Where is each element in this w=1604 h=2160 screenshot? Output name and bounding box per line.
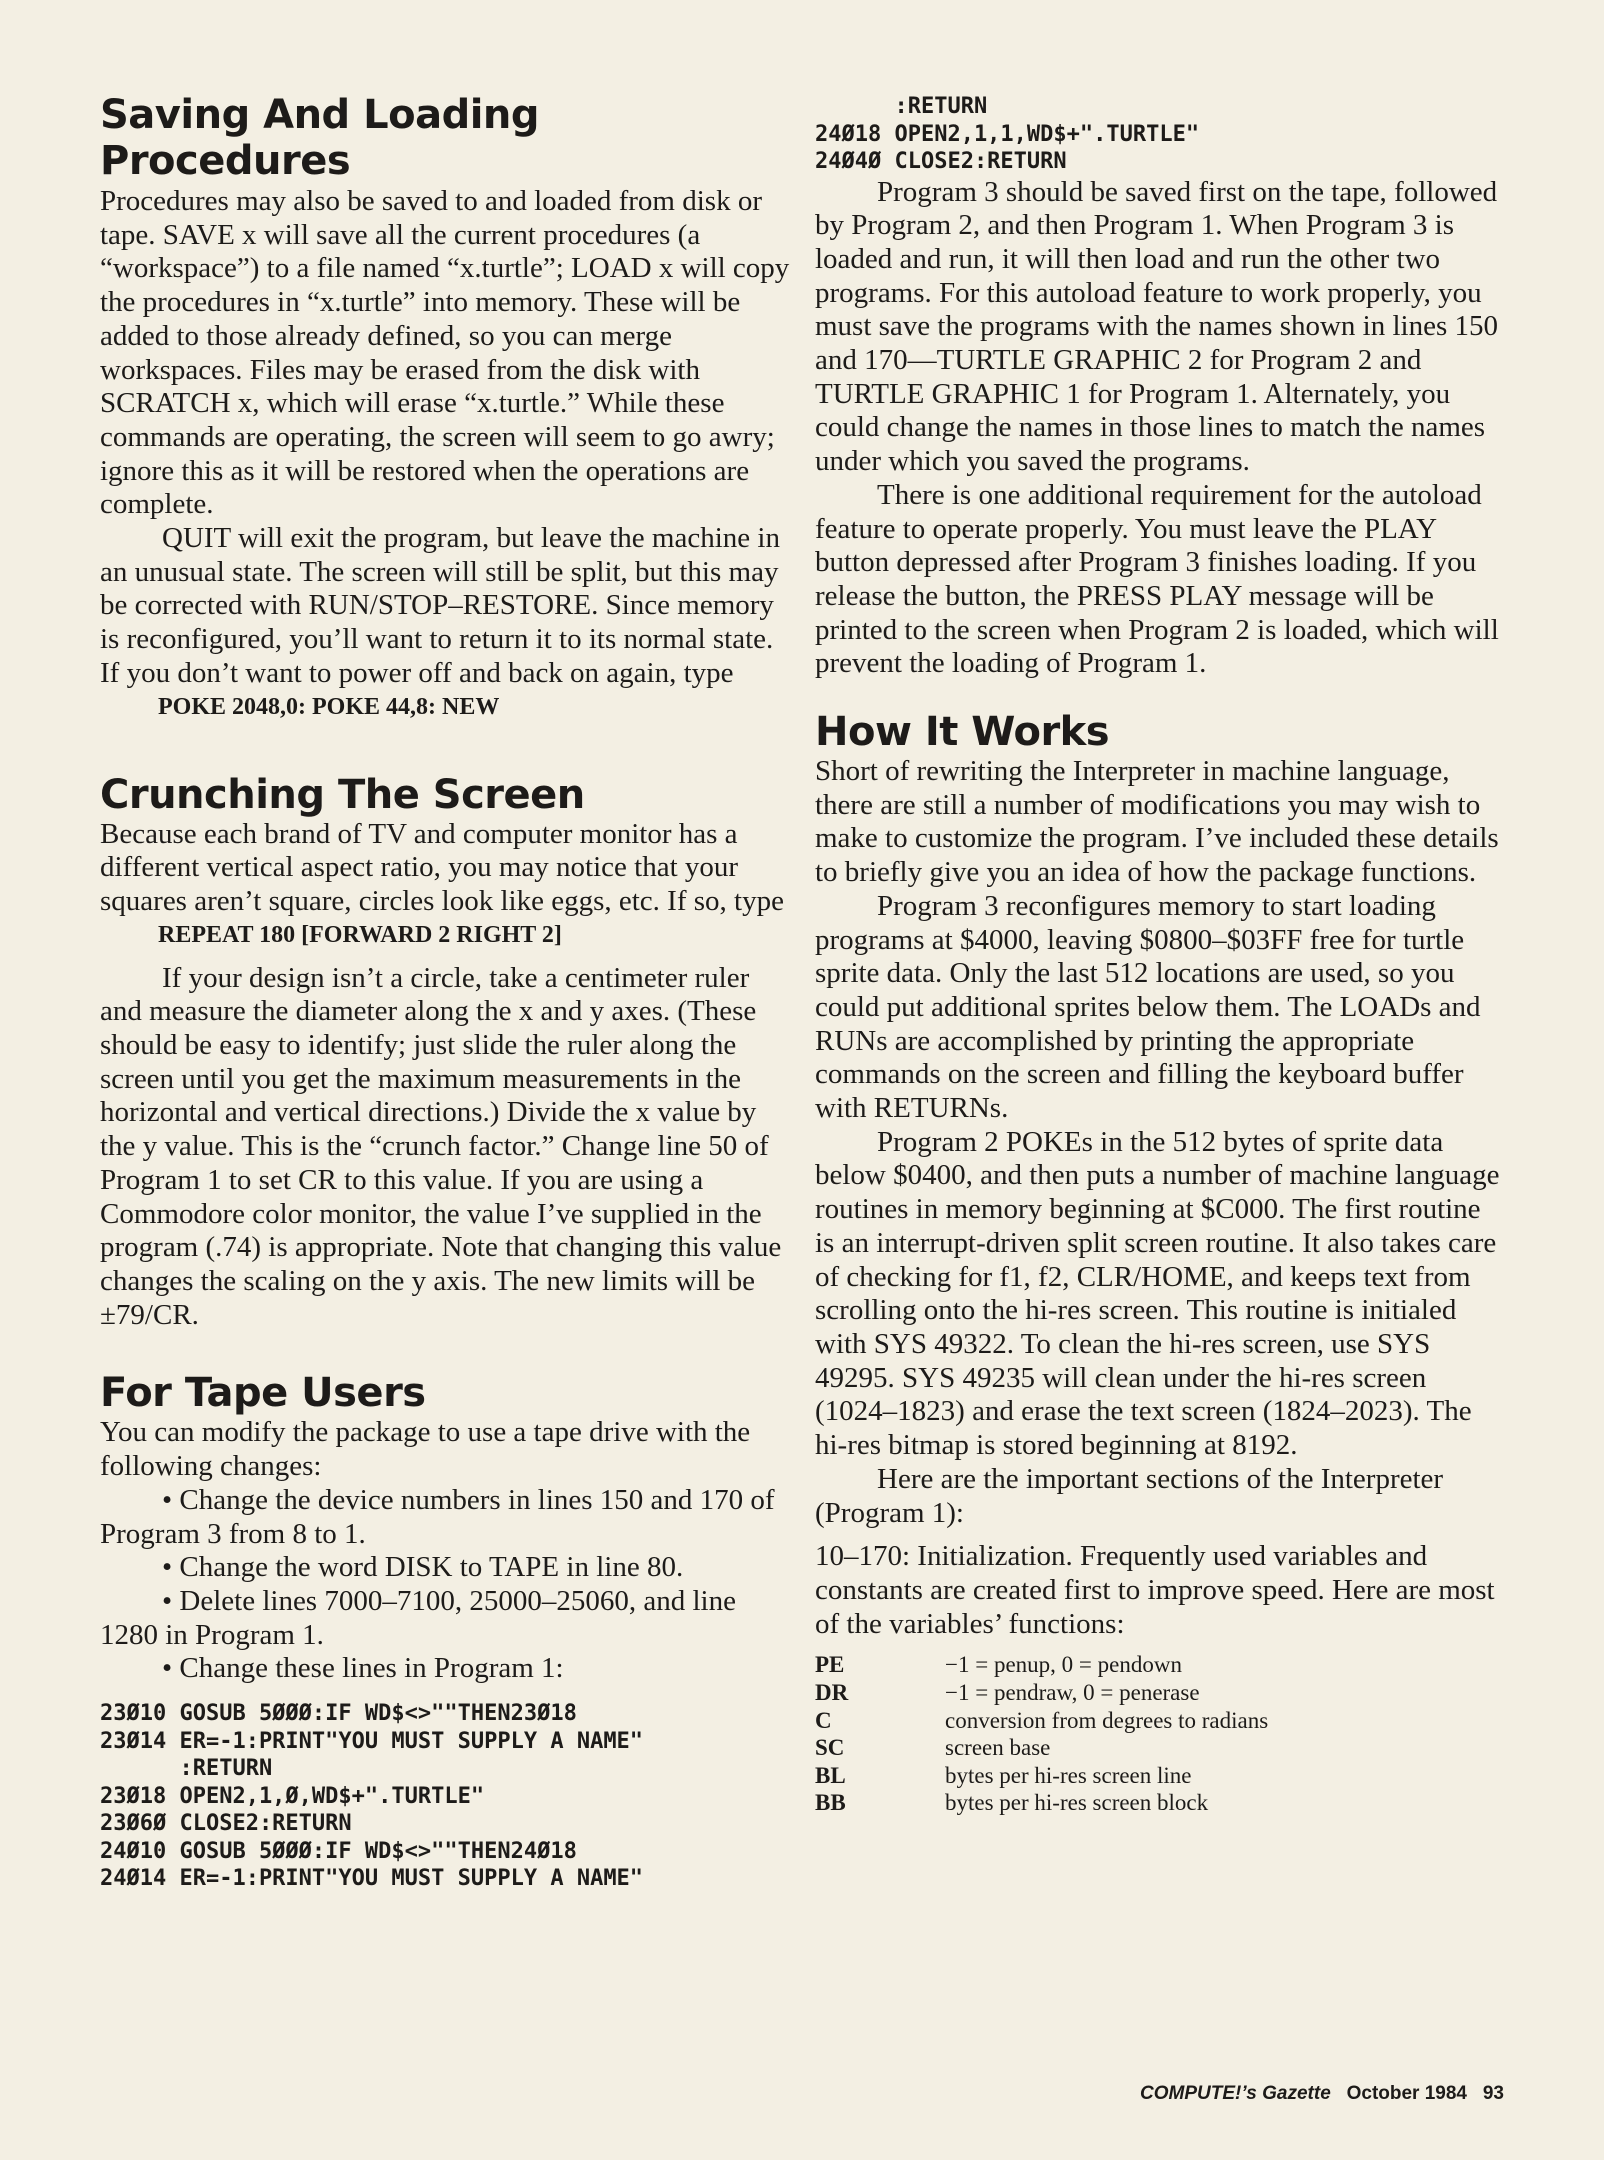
variable-name: BB — [815, 1790, 846, 1816]
paragraph-crunch-1: Because each brand of TV and computer monitor has a different vertical aspect ratio, you may notice that your squares aren’t square, circles look like eggs, etc. If so, type — [100, 817, 784, 917]
heading-crunching: Crunching The Screen — [100, 771, 585, 818]
paragraph-how-4: Here are the important sections of the Interpreter (Program 1): — [815, 1462, 1444, 1529]
variable-description: bytes per hi-res screen line — [945, 1762, 1192, 1788]
heading-how-it-works: How It Works — [815, 709, 1110, 756]
paragraph-how-2: Program 3 reconfigures memory to start loading programs at $4000, leaving $0800–$03FF free for turtle sprite data. Only the last 512 locations are used, so you could put additional sprites below them. The LOADs and RUNs are accomplished by printing the appropriate commands on the screen and filling the keyboard buffer with RETURNs. — [815, 889, 1481, 1125]
variable-name: PE — [815, 1652, 845, 1678]
variable-row — [815, 1762, 1505, 1790]
bullet-item: • Change these lines in Program 1: — [162, 1652, 564, 1685]
paragraph-program3: Program 3 should be saved first on the tape, followed by Program 2, and then Program 1. When Program 3 is loaded and run, it will then load and run the other two programs. For this autoload feature to work properly, you must save the programs with the names shown in lines 150 and 170—TURTLE GRAPHIC 2 for Program 2 and TURTLE GRAPHIC 1 for Program 1. Alternately, you could change the names in those lines to match the names under which you saved the programs. — [815, 175, 1499, 478]
left-column — [100, 0, 790, 1893]
right-column — [815, 0, 1505, 1817]
variables-table — [815, 1651, 1505, 1817]
variable-name: SC — [815, 1735, 845, 1761]
heading-saving-loading: Saving And Loading Procedures — [100, 92, 540, 184]
poke-command: POKE 2048,0: POKE 44,8: NEW — [158, 693, 500, 720]
paragraph-tape: You can modify the package to use a tape drive with the following changes: — [100, 1416, 751, 1483]
variable-row — [815, 1789, 1505, 1817]
variable-name: DR — [815, 1679, 849, 1705]
paragraph-how-1: Short of rewriting the Interpreter in machine language, there are still a number of modifications you may wish to make to customize the program. I’ve included these details to briefly give you an idea of how the package functions. — [815, 755, 1499, 889]
bullet-item: • Change the word DISK to TAPE in line 80. — [162, 1551, 684, 1584]
code-listing-left: 23Ø10 GOSUB 5ØØØ:IF WD$<>""THEN23Ø18 23Ø14 ER=-1:PRINT"YOU MUST SUPPLY A NAME" :RETURN 23Ø18 OPEN2,1,Ø,WD$+".TURTLE" 23Ø6Ø CLOSE2:RETURN 24Ø10 GOSUB 5ØØØ:IF WD$<>""THEN24Ø18 24Ø14 ER=-1:PRINT"YOU MUST SUPPLY A NAME" — [100, 1701, 644, 1892]
bullet-item: • Delete lines 7000–7100, 25000–25060, and line 1280 in Program 1. — [100, 1584, 736, 1651]
issue-date: October 1984 — [1346, 2083, 1468, 2104]
variable-description: screen base — [945, 1735, 1051, 1761]
variable-row — [815, 1734, 1505, 1762]
magazine-name: COMPUTE!’s Gazette — [1140, 2083, 1331, 2104]
variable-row — [815, 1651, 1505, 1679]
variable-description: −1 = penup, 0 = pendown — [945, 1652, 1182, 1678]
paragraph-saving-1: Procedures may also be saved to and loaded from disk or tape. SAVE x will save all the current procedures (a “workspace”) to a file named “x.turtle”; LOAD x will copy the procedures in “x.turtle” into memory. These will be added to those already defined, so you can merge workspaces. Files may be erased from the disk with SCRATCH x, which will erase “x.turtle.” While these commands are operating, the screen will seem to go awry; ignore this as it will be restored when the operations are complete. — [100, 185, 790, 521]
paragraph-crunch-2: If your design isn’t a circle, take a centimeter ruler and measure the diameter along the x and y axes. (These should be easy to identify; just slide the ruler along the screen until you get the maximum measurements in the horizontal and vertical directions.) Divide the x value by the y value. This is the “crunch factor.” Change line 50 of Program 1 to set CR to this value. If you are using a Commodore color monitor, the value I’ve supplied in the program (.74) is appropriate. Note that changing this value changes the scaling on the y axis. The new limits will be ±79/CR. — [100, 961, 782, 1331]
heading-tape-users: For Tape Users — [100, 1370, 426, 1417]
variable-description: conversion from degrees to radians — [945, 1707, 1269, 1733]
bullet-item: • Change the device numbers in lines 150 and 170 of Program 3 from 8 to 1. — [100, 1483, 775, 1550]
variable-row — [815, 1707, 1505, 1735]
variable-description: bytes per hi-res screen block — [945, 1790, 1209, 1816]
paragraph-initialization: 10–170: Initialization. Frequently used variables and constants are created first to improve speed. Here are most of the variables’ functions: — [815, 1540, 1495, 1640]
variable-description: −1 = pendraw, 0 = penerase — [945, 1679, 1200, 1705]
paragraph-saving-2: QUIT will exit the program, but leave the machine in an unusual state. The screen will still be split, but this may be corrected with RUN/STOP–RESTORE. Since memory is reconfigured, you’ll want to return it to its normal state. If you don’t want to power off and back on again, type — [100, 522, 780, 689]
paragraph-how-3: Program 2 POKEs in the 512 bytes of sprite data below $0400, and then puts a number of machine language routines in memory beginning at $C000. The first routine is an interrupt-driven split screen routine. It also takes care of checking for f1, f2, CLR/HOME, and keeps text from scrolling onto the hi-res screen. This routine is initialed with SYS 49322. To clean the hi-res screen, use SYS 49295. SYS 49235 will clean under the hi-res screen (1024–1823) and erase the text screen (1824–2023). The hi-res bitmap is stored beginning at 8192. — [815, 1125, 1500, 1462]
paragraph-requirement: There is one additional requirement for the autoload feature to operate properly. You must leave the PLAY button depressed after Program 3 finishes loading. If you release the button, the PRESS PLAY message will be printed to the screen when Program 2 is loaded, which will prevent the loading of Program 1. — [815, 478, 1499, 680]
repeat-command: REPEAT 180 [FORWARD 2 RIGHT 2] — [158, 921, 562, 948]
variable-name: C — [815, 1707, 832, 1733]
code-listing-right: :RETURN 24Ø18 OPEN2,1,1,WD$+".TURTLE" 24Ø4Ø CLOSE2:RETURN — [815, 94, 1200, 174]
page-number: 93 — [1482, 2083, 1504, 2104]
page-footer — [1140, 2083, 1504, 2105]
variable-name: BL — [815, 1762, 846, 1788]
variable-row — [815, 1679, 1505, 1707]
